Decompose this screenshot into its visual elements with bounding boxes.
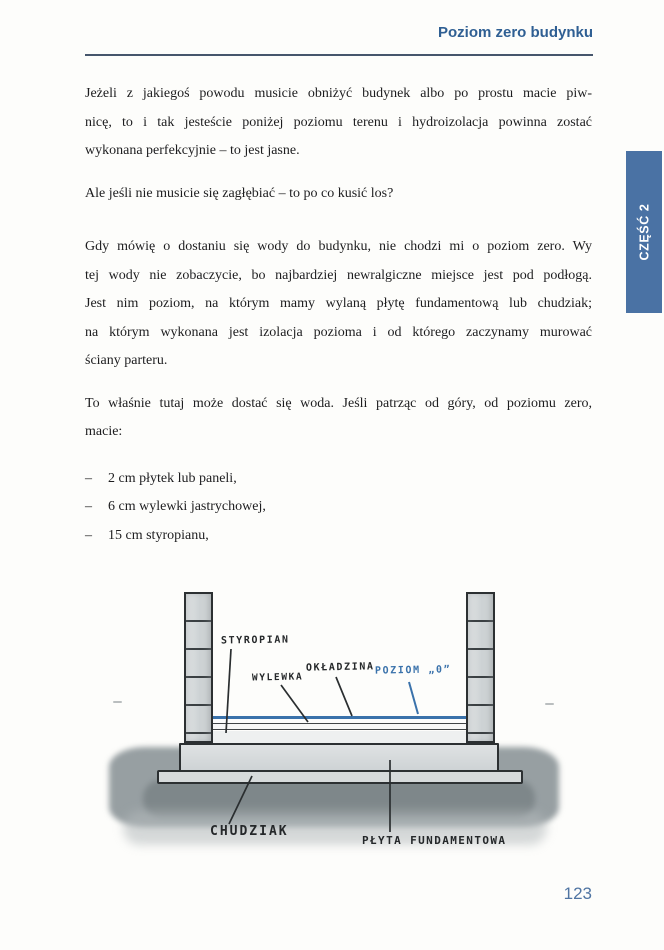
text-line: tej wody nie zobaczycie, bo najbardziej newralgiczne miejsce jest pod podłogą. [85,267,592,283]
label-okladzina: OKŁADZINA [305,661,375,674]
list-item-text: 2 cm płytek lub paneli, [108,470,237,486]
label-wylewka: WYLEWKA [251,671,304,684]
paragraph-1 [85,80,592,166]
text-line: na którym wykonana jest izolacja pozioma i od którego zaczynamy murować [85,324,592,340]
text-line: Jest nim poziom, na którym mamy wylaną płytę fundamentową lub chudziak; [85,296,592,311]
text-line: To właśnie tutaj może dostać się woda. Jeśli patrząc od góry, od poziomu zero, [85,395,592,411]
page-header-title: Poziom zero budynku [437,24,593,41]
text-line: wykonana perfekcyjnie – to jest jasne. [85,143,300,158]
label-plyta-fundamentowa: PŁYTA FUNDAMENTOWA [362,834,507,847]
text-line: Jeżeli z jakiegoś powodu musicie obniżyć budynek albo po prostu macie piw- [85,86,592,101]
label-styropian: STYROPIAN [220,634,290,647]
bullet-list [85,465,592,551]
list-item [85,493,592,522]
text-line: nicę, to i tak jesteście poniżej poziomu terenu i hydroizolacja powinna zostać [85,114,592,130]
paragraph-4 [85,390,592,447]
list-item [85,522,592,551]
leader-lines [105,575,565,865]
list-dash: – [85,527,92,543]
paragraph-2 [85,180,592,209]
foundation-diagram [105,575,565,865]
label-poziom-zero: POZIOM „0” [374,664,452,677]
chapter-tab [626,151,662,313]
list-item [85,465,592,494]
text-line: macie: [85,424,123,439]
list-item-text: 15 cm styropianu, [108,527,209,543]
list-item-text: 6 cm wylewki jastrychowej, [108,499,266,514]
body-text [85,80,592,550]
paragraph-3 [85,233,592,376]
text-line: Gdy mówię o dostaniu się wody do budynku, nie chodzi mi o poziom zero. Wy [85,239,592,254]
list-dash: – [85,499,92,514]
header-rule [85,54,593,56]
label-chudziak: CHUDZIAK [210,824,289,839]
text-line: ściany parteru. [85,353,168,368]
chapter-tab-label: CZĘŚĆ 2 [637,203,651,261]
page-number: 123 [563,884,592,903]
text-line: Ale jeśli nie musicie się zagłębiać – to po co kusić los? [85,185,394,201]
list-dash: – [85,470,92,486]
